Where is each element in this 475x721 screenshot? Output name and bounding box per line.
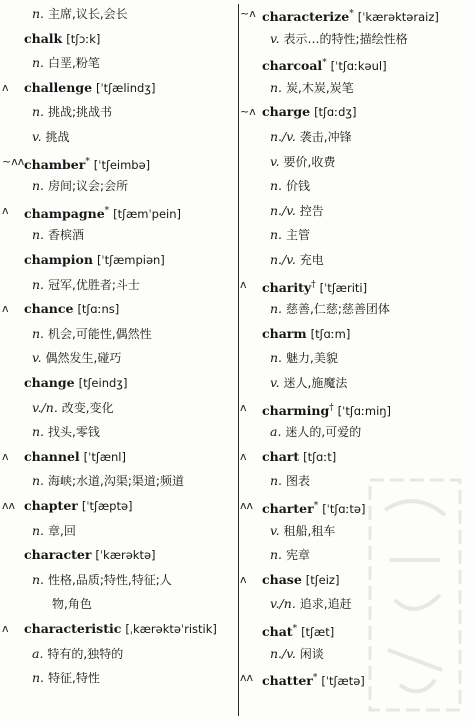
sense-line	[32, 572, 172, 588]
sense-line	[32, 227, 84, 243]
definition-text: 迷人,施魔法	[283, 376, 348, 390]
margin-tick-mark: ʌ	[240, 449, 247, 463]
entry-headword-line	[240, 448, 337, 465]
definition-text: 表示…的特性;描绘性格	[283, 31, 408, 46]
headword: chart	[262, 448, 300, 464]
definition-text: 图表	[286, 474, 311, 489]
entry-headword-line	[240, 670, 365, 689]
frequency-marker: *	[104, 205, 110, 216]
entry-headword-line	[2, 621, 217, 637]
frequency-marker: *	[322, 58, 327, 69]
sense-line	[270, 252, 324, 268]
frequency-marker: †	[311, 279, 316, 290]
definition-text: 挑战;挑战书	[48, 105, 113, 120]
phonetic-transcription: [tʃɑːm]	[310, 326, 351, 341]
entry-headword-line	[24, 252, 165, 268]
definition-text: 主管	[286, 228, 311, 243]
part-of-speech: n.	[270, 547, 283, 563]
sense-line	[270, 523, 335, 539]
definition-text: 闲谈	[299, 646, 324, 661]
sense-line	[270, 646, 324, 662]
phonetic-transcription: [tʃeiz]	[305, 572, 340, 587]
part-of-speech: v.	[32, 350, 42, 366]
part-of-speech: n.	[32, 473, 45, 489]
part-of-speech: n.	[32, 55, 45, 71]
headword: channel	[24, 448, 80, 464]
headword: chat	[262, 624, 293, 640]
part-of-speech: n.	[32, 178, 45, 194]
definition-text: 房间;议会;会所	[48, 179, 129, 194]
entry-headword-line	[2, 301, 120, 317]
margin-tick-mark: ʌʌ	[240, 671, 254, 685]
phonetic-transcription: [tʃɔːk]	[66, 31, 101, 46]
entry-headword-line	[2, 79, 156, 96]
headword: chalk	[24, 30, 63, 46]
frequency-marker: *	[349, 9, 354, 19]
entry-headword-line	[240, 571, 340, 588]
margin-tick-mark: ʌ	[2, 80, 9, 94]
definition-text: 偶然发生,碰巧	[45, 351, 122, 366]
margin-tick-mark: ʌ	[240, 400, 247, 414]
definition-text: 迷人的,可爱的	[285, 425, 362, 440]
part-of-speech: n.	[32, 6, 45, 21]
part-of-speech: n.	[32, 276, 45, 292]
sense-line	[32, 350, 121, 366]
definition-text: 租船,租车	[283, 523, 336, 538]
part-of-speech: n./v.	[270, 202, 296, 218]
headword: characterize	[262, 9, 350, 25]
phonetic-transcription: [ˌkærəktəˈristik]	[125, 622, 217, 636]
definition-text: 主席,议长,会长	[48, 7, 128, 21]
entry-headword-line	[2, 448, 126, 465]
sense-line	[270, 301, 390, 317]
entry-headword-line	[2, 154, 151, 173]
sense-line	[270, 154, 335, 170]
phonetic-transcription: [tʃeindʒ]	[78, 376, 128, 390]
phonetic-transcription: [tʃɑːns]	[77, 302, 120, 317]
definition-text: 改变,变化	[61, 400, 114, 415]
phonetic-transcription: [ˈtʃæriti]	[319, 280, 368, 295]
part-of-speech: n.	[270, 227, 283, 243]
margin-tick-mark: ~ʌʌ	[2, 154, 25, 168]
entry-headword-line	[240, 498, 366, 517]
sense-line	[32, 277, 140, 293]
entry-headword-line	[262, 55, 387, 74]
entry-headword-line	[262, 621, 334, 640]
phonetic-transcription: [tʃæmˈpein]	[113, 206, 182, 221]
headword: charter	[262, 501, 314, 517]
sense-line	[32, 400, 114, 416]
headword: chamber	[24, 156, 86, 172]
sense-line	[270, 31, 408, 47]
sense-line	[32, 55, 100, 71]
part-of-speech: a.	[270, 424, 282, 440]
frequency-marker: *	[312, 673, 318, 684]
part-of-speech: n.	[270, 473, 283, 489]
definition-text: 慈善,仁慈;慈善团体	[286, 302, 390, 317]
entry-headword-line	[24, 375, 127, 391]
sense-line	[32, 523, 76, 539]
headword: charm	[262, 325, 307, 341]
entry-headword-line	[240, 277, 368, 296]
faint-seal-watermark	[360, 470, 470, 720]
part-of-speech: v.	[270, 522, 280, 538]
headword: chatter	[262, 673, 313, 689]
definition-text: 物,角色	[52, 597, 92, 612]
part-of-speech: v.	[270, 375, 280, 390]
entry-headword-line	[24, 547, 156, 563]
phonetic-transcription: [ˈtʃænl]	[83, 449, 126, 464]
sense-line	[32, 473, 184, 489]
headword: characteristic	[24, 621, 122, 636]
entry-headword-line	[240, 400, 392, 419]
definition-text: 充电	[299, 253, 324, 267]
margin-tick-mark: ʌ	[2, 302, 9, 316]
part-of-speech: a.	[32, 645, 44, 661]
definition-text: 宪章	[286, 548, 311, 563]
headword: change	[24, 375, 75, 390]
headword: chance	[24, 301, 74, 317]
frequency-marker: †	[329, 402, 334, 413]
headword: challenge	[24, 79, 93, 95]
phonetic-transcription: [ˈtʃɑːtə]	[322, 502, 366, 517]
headword: charming	[262, 402, 330, 418]
margin-tick-mark: ʌʌ	[240, 499, 254, 512]
definition-text: 章,回	[48, 523, 76, 538]
phonetic-transcription: [ˈkærəktə]	[95, 548, 156, 563]
phonetic-transcription: [ˈkærəktəraiz]	[357, 10, 439, 25]
phonetic-transcription: [ˈtʃæptə]	[81, 499, 133, 513]
margin-tick-mark: ʌ	[2, 203, 9, 217]
part-of-speech: v.	[270, 153, 280, 169]
sense-line	[270, 129, 352, 145]
sense-line	[270, 350, 338, 366]
sense-line	[270, 203, 324, 219]
sense-line	[32, 129, 70, 145]
phonetic-transcription: [ˈtʃælindʒ]	[96, 80, 156, 95]
entry-headword-line	[2, 203, 182, 222]
sense-line	[270, 473, 310, 489]
part-of-speech: n./v.	[270, 252, 296, 267]
definition-text: 控告	[299, 203, 324, 218]
part-of-speech: n.	[270, 79, 283, 95]
definition-text: 炭,木炭,炭笔	[286, 80, 354, 95]
sense-line	[32, 326, 152, 342]
frequency-marker: *	[292, 624, 298, 634]
phonetic-transcription: [tʃæt]	[301, 625, 335, 640]
sense-line	[32, 104, 112, 120]
sense-line	[32, 646, 123, 662]
definition-text: 冠军,优胜者;斗士	[48, 277, 140, 292]
entry-headword-line	[240, 6, 439, 25]
headword: champagne	[24, 205, 105, 221]
part-of-speech: n.	[32, 227, 45, 243]
part-of-speech: n.	[32, 424, 45, 440]
phonetic-transcription: [ˈtʃætə]	[321, 674, 365, 689]
definition-text: 追求,追赶	[299, 597, 352, 612]
part-of-speech: v./n.	[32, 399, 58, 415]
margin-tick-mark: ~ʌ	[240, 105, 256, 119]
definition-text: 魅力,美貌	[286, 351, 338, 366]
phonetic-transcription: [ˈtʃɑːmiŋ]	[337, 403, 392, 418]
column-divider	[238, 4, 239, 716]
definition-text: 袭击,冲锋	[299, 130, 352, 144]
sense-line	[32, 424, 100, 440]
part-of-speech: n.	[270, 350, 283, 366]
sense-line	[270, 547, 310, 563]
sense-line	[270, 178, 310, 194]
phonetic-transcription: [ˈtʃeimbə]	[93, 157, 151, 172]
margin-tick-mark: ʌʌ	[2, 499, 16, 512]
definition-text: 特征,特性	[48, 671, 100, 686]
definition-text: 性格,品质;特性,特征;人	[48, 572, 172, 587]
phonetic-transcription: [tʃɑːt]	[303, 449, 337, 464]
definition-text: 价钱	[286, 179, 311, 194]
part-of-speech: n./v.	[270, 645, 296, 661]
phonetic-transcription: [tʃɑːdʒ]	[314, 105, 357, 120]
entry-headword-line	[2, 498, 133, 514]
entry-headword-line	[240, 104, 357, 120]
sense-line	[270, 227, 310, 243]
definition-text: 海峡;水道,沟渠;渠道;频道	[48, 474, 184, 489]
definition-text: 机会,可能性,偶然性	[48, 326, 152, 341]
headword: charity	[262, 279, 312, 295]
margin-tick-mark: ʌ	[240, 572, 247, 586]
definition-text: 找头,零钱	[48, 425, 100, 440]
part-of-speech: n.	[270, 301, 283, 317]
part-of-speech: n.	[32, 325, 45, 341]
headword: character	[24, 547, 92, 563]
phonetic-transcription: [ˈtʃæmpiən]	[96, 253, 165, 267]
margin-tick-mark: ʌ	[2, 449, 9, 463]
part-of-speech: n./v.	[270, 129, 296, 144]
part-of-speech: v./n.	[270, 596, 296, 612]
headword: charge	[262, 104, 311, 120]
sense-line	[32, 178, 128, 194]
headword: chase	[262, 571, 302, 587]
sense-continuation-line	[52, 596, 92, 612]
part-of-speech: n.	[32, 571, 45, 587]
part-of-speech: v.	[270, 30, 280, 46]
headword: champion	[24, 252, 93, 267]
entry-headword-line	[24, 31, 100, 47]
sense-line	[270, 596, 352, 612]
entry-headword-line	[262, 326, 350, 342]
part-of-speech: n.	[32, 522, 45, 538]
definition-text: 香槟酒	[48, 228, 85, 243]
part-of-speech: n.	[32, 104, 45, 120]
frequency-marker: *	[85, 156, 90, 167]
part-of-speech: n.	[32, 670, 45, 686]
sense-line	[270, 80, 354, 96]
part-of-speech: n.	[270, 178, 283, 194]
definition-text: 挑战	[45, 130, 70, 144]
margin-tick-mark: ʌ	[240, 277, 247, 291]
margin-tick-mark: ʌ	[2, 622, 9, 635]
sense-line	[270, 424, 361, 440]
frequency-marker: *	[313, 501, 319, 511]
definition-text: 白垩,粉笔	[48, 56, 100, 71]
sense-line	[32, 670, 100, 686]
margin-tick-mark: ~ʌ	[240, 7, 256, 20]
sense-line	[32, 6, 128, 22]
phonetic-transcription: [ˈtʃɑːkəul]	[330, 59, 387, 74]
part-of-speech: v.	[32, 129, 42, 144]
definition-text: 特有的,独特的	[47, 646, 124, 661]
definition-text: 要价,收费	[283, 154, 336, 169]
headword: charcoal	[262, 58, 323, 74]
sense-line	[270, 375, 347, 391]
headword: chapter	[24, 498, 78, 513]
